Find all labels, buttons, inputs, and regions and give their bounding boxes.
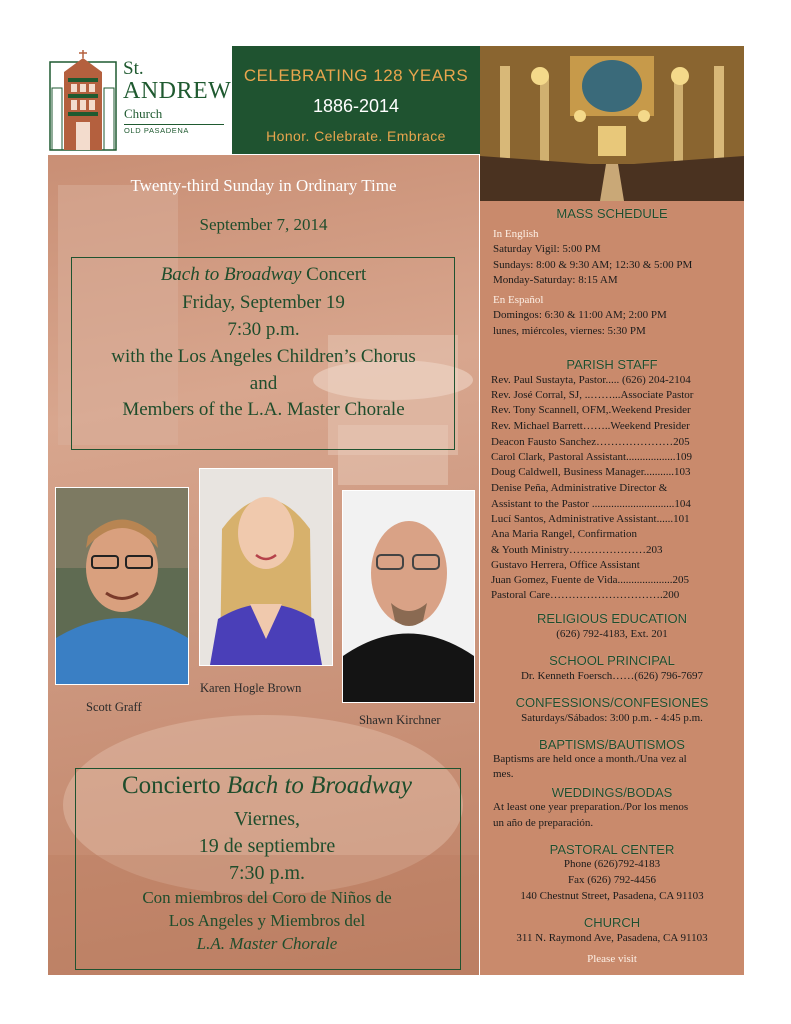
- logo-old-pasadena: OLD PASADENA: [124, 126, 189, 135]
- concert-day-en: Friday, September 19: [182, 292, 345, 313]
- staff-line: Doug Caldwell, Business Manager...........103: [491, 466, 691, 478]
- mass-en-3: Monday-Saturday: 8:15 AM: [493, 274, 618, 286]
- bulletin-date: September 7, 2014: [199, 215, 328, 234]
- confessions-line: Saturdays/Sábados: 3:00 p.m. - 4:45 p.m.: [521, 712, 703, 724]
- pastoral-center-fax: Fax (626) 792-4456: [568, 874, 656, 886]
- religious-education-phone: (626) 792-4183, Ext. 201: [556, 628, 668, 640]
- pastoral-center-address: 140 Chestnut Street, Pasadena, CA 91103: [520, 890, 704, 902]
- caption-shawn-kirchner: Shawn Kirchner: [359, 713, 441, 727]
- concert-title-rest: Concert: [301, 264, 367, 285]
- concert-title-en: [48, 264, 479, 286]
- staff-line: Ana Maria Rangel, Confirmation: [491, 528, 638, 540]
- banner-years: 1886-2014: [312, 96, 400, 116]
- caption-scott-graff: Scott Graff: [86, 700, 142, 714]
- staff-line: Juan Gomez, Fuente de Vida....................205: [491, 574, 690, 586]
- logo-church: Church: [124, 106, 163, 121]
- concert-time-en: 7:30 p.m.: [227, 319, 300, 340]
- mass-es-2: lunes, miércoles, viernes: 5:30 PM: [493, 325, 646, 337]
- caption-karen-hogle-brown: Karen Hogle Brown: [200, 681, 302, 695]
- photo-karen-hogle-brown: [199, 468, 333, 666]
- mass-schedule-title: MASS SCHEDULE: [556, 206, 668, 221]
- liturgical-heading: Twenty-third Sunday in Ordinary Time: [130, 176, 397, 195]
- logo-st: St.: [123, 58, 144, 79]
- concert-title-es-italic: Bach to Broadway: [226, 772, 412, 799]
- baptisms-line-1: Baptisms are held once a month./Una vez al: [493, 753, 687, 765]
- weddings-line-1: At least one year preparation./Por los menos: [493, 801, 689, 813]
- banner-celebrating: CELEBRATING 128 YEARS: [243, 66, 469, 85]
- concert-day-es: Viernes,: [234, 808, 300, 830]
- photo-scott-graff: [55, 487, 189, 685]
- concert-members-es: Los Angeles y Miembros del: [168, 911, 366, 930]
- church-address: 311 N. Raymond Ave, Pasadena, CA 91103: [516, 932, 708, 944]
- please-visit: Please visit: [587, 953, 637, 965]
- parish-staff-title: PARISH STAFF: [566, 357, 658, 372]
- mass-en-1: Saturday Vigil: 5:00 PM: [493, 243, 601, 255]
- church-interior-photo: [480, 46, 744, 201]
- mass-english-label: In English: [493, 228, 539, 240]
- staff-line: Rev. Tony Scannell, OFM,.Weekend Presider: [491, 404, 691, 416]
- staff-line: & Youth Ministry…………………203: [491, 544, 663, 556]
- concert-time-es: 7:30 p.m.: [228, 862, 306, 884]
- concert-chorale-es: L.A. Master Chorale: [196, 934, 338, 953]
- bell-tower-icon: [48, 48, 118, 152]
- staff-line: Carol Clark, Pastoral Assistant..................109: [491, 451, 693, 463]
- weddings-line-2: un año de preparación.: [493, 817, 594, 829]
- concert-title-italic: Bach to Broadway: [160, 264, 302, 285]
- baptisms-line-2: mes.: [493, 768, 514, 780]
- logo-divider: [124, 124, 224, 125]
- logo-andrew: ANDREW: [123, 78, 232, 104]
- concert-chorus-es: Con miembros del Coro de Niños de: [142, 888, 392, 907]
- staff-line: Rev. Michael Barrett……..Weekend Presider: [491, 420, 690, 432]
- church-logo: [48, 48, 230, 152]
- concert-and-en: and: [249, 373, 278, 394]
- school-principal-title: SCHOOL PRINCIPAL: [549, 653, 675, 668]
- religious-education-title: RELIGIOUS EDUCATION: [536, 611, 687, 626]
- mass-spanish-label: En Español: [493, 294, 544, 306]
- confessions-title: CONFESSIONS/CONFESIONES: [515, 695, 709, 710]
- pastoral-center-title: PASTORAL CENTER: [549, 842, 675, 857]
- staff-line: Gustavo Herrera, Office Assistant: [491, 559, 640, 571]
- pastoral-center-phone: Phone (626)792-4183: [563, 858, 661, 870]
- photo-shawn-kirchner: [342, 490, 475, 703]
- baptisms-title: BAPTISMS/BAUTISMOS: [539, 737, 685, 752]
- parish-info-column: [480, 201, 744, 975]
- concert-date-es: 19 de septiembre: [198, 835, 336, 857]
- staff-line: Lucí Santos, Administrative Assistant......101: [491, 513, 690, 525]
- school-principal-line: Dr. Kenneth Foersch……(626) 796-7697: [520, 670, 704, 682]
- staff-line: Denise Peña, Administrative Director &: [491, 482, 668, 494]
- concert-chorus-en: with the Los Angeles Children’s Chorus: [111, 346, 416, 367]
- staff-line: Deacon Fausto Sanchez…………………205: [491, 436, 690, 448]
- mass-en-2: Sundays: 8:00 & 9:30 AM; 12:30 & 5:00 PM: [493, 259, 693, 271]
- staff-line: Assistant to the Pastor ..............................104: [491, 498, 691, 510]
- concert-title-es-plain: Concierto: [122, 772, 227, 799]
- concert-title-es: [75, 772, 459, 800]
- anniversary-banner: [232, 46, 480, 154]
- staff-line: Pastoral Care………………………….200: [491, 589, 680, 601]
- weddings-title: WEDDINGS/BODAS: [551, 785, 673, 800]
- banner-motto: Honor. Celebrate. Embrace: [266, 128, 446, 144]
- mass-es-1: Domingos: 6:30 & 11:00 AM; 2:00 PM: [493, 309, 667, 321]
- staff-line: Rev. José Corral, SJ, ..……...Associate Pastor: [491, 389, 694, 401]
- staff-line: Rev. Paul Sustayta, Pastor..... (626) 204-2104: [491, 374, 691, 386]
- concert-chorale-en: Members of the L.A. Master Chorale: [122, 399, 405, 420]
- church-title: CHURCH: [583, 915, 641, 930]
